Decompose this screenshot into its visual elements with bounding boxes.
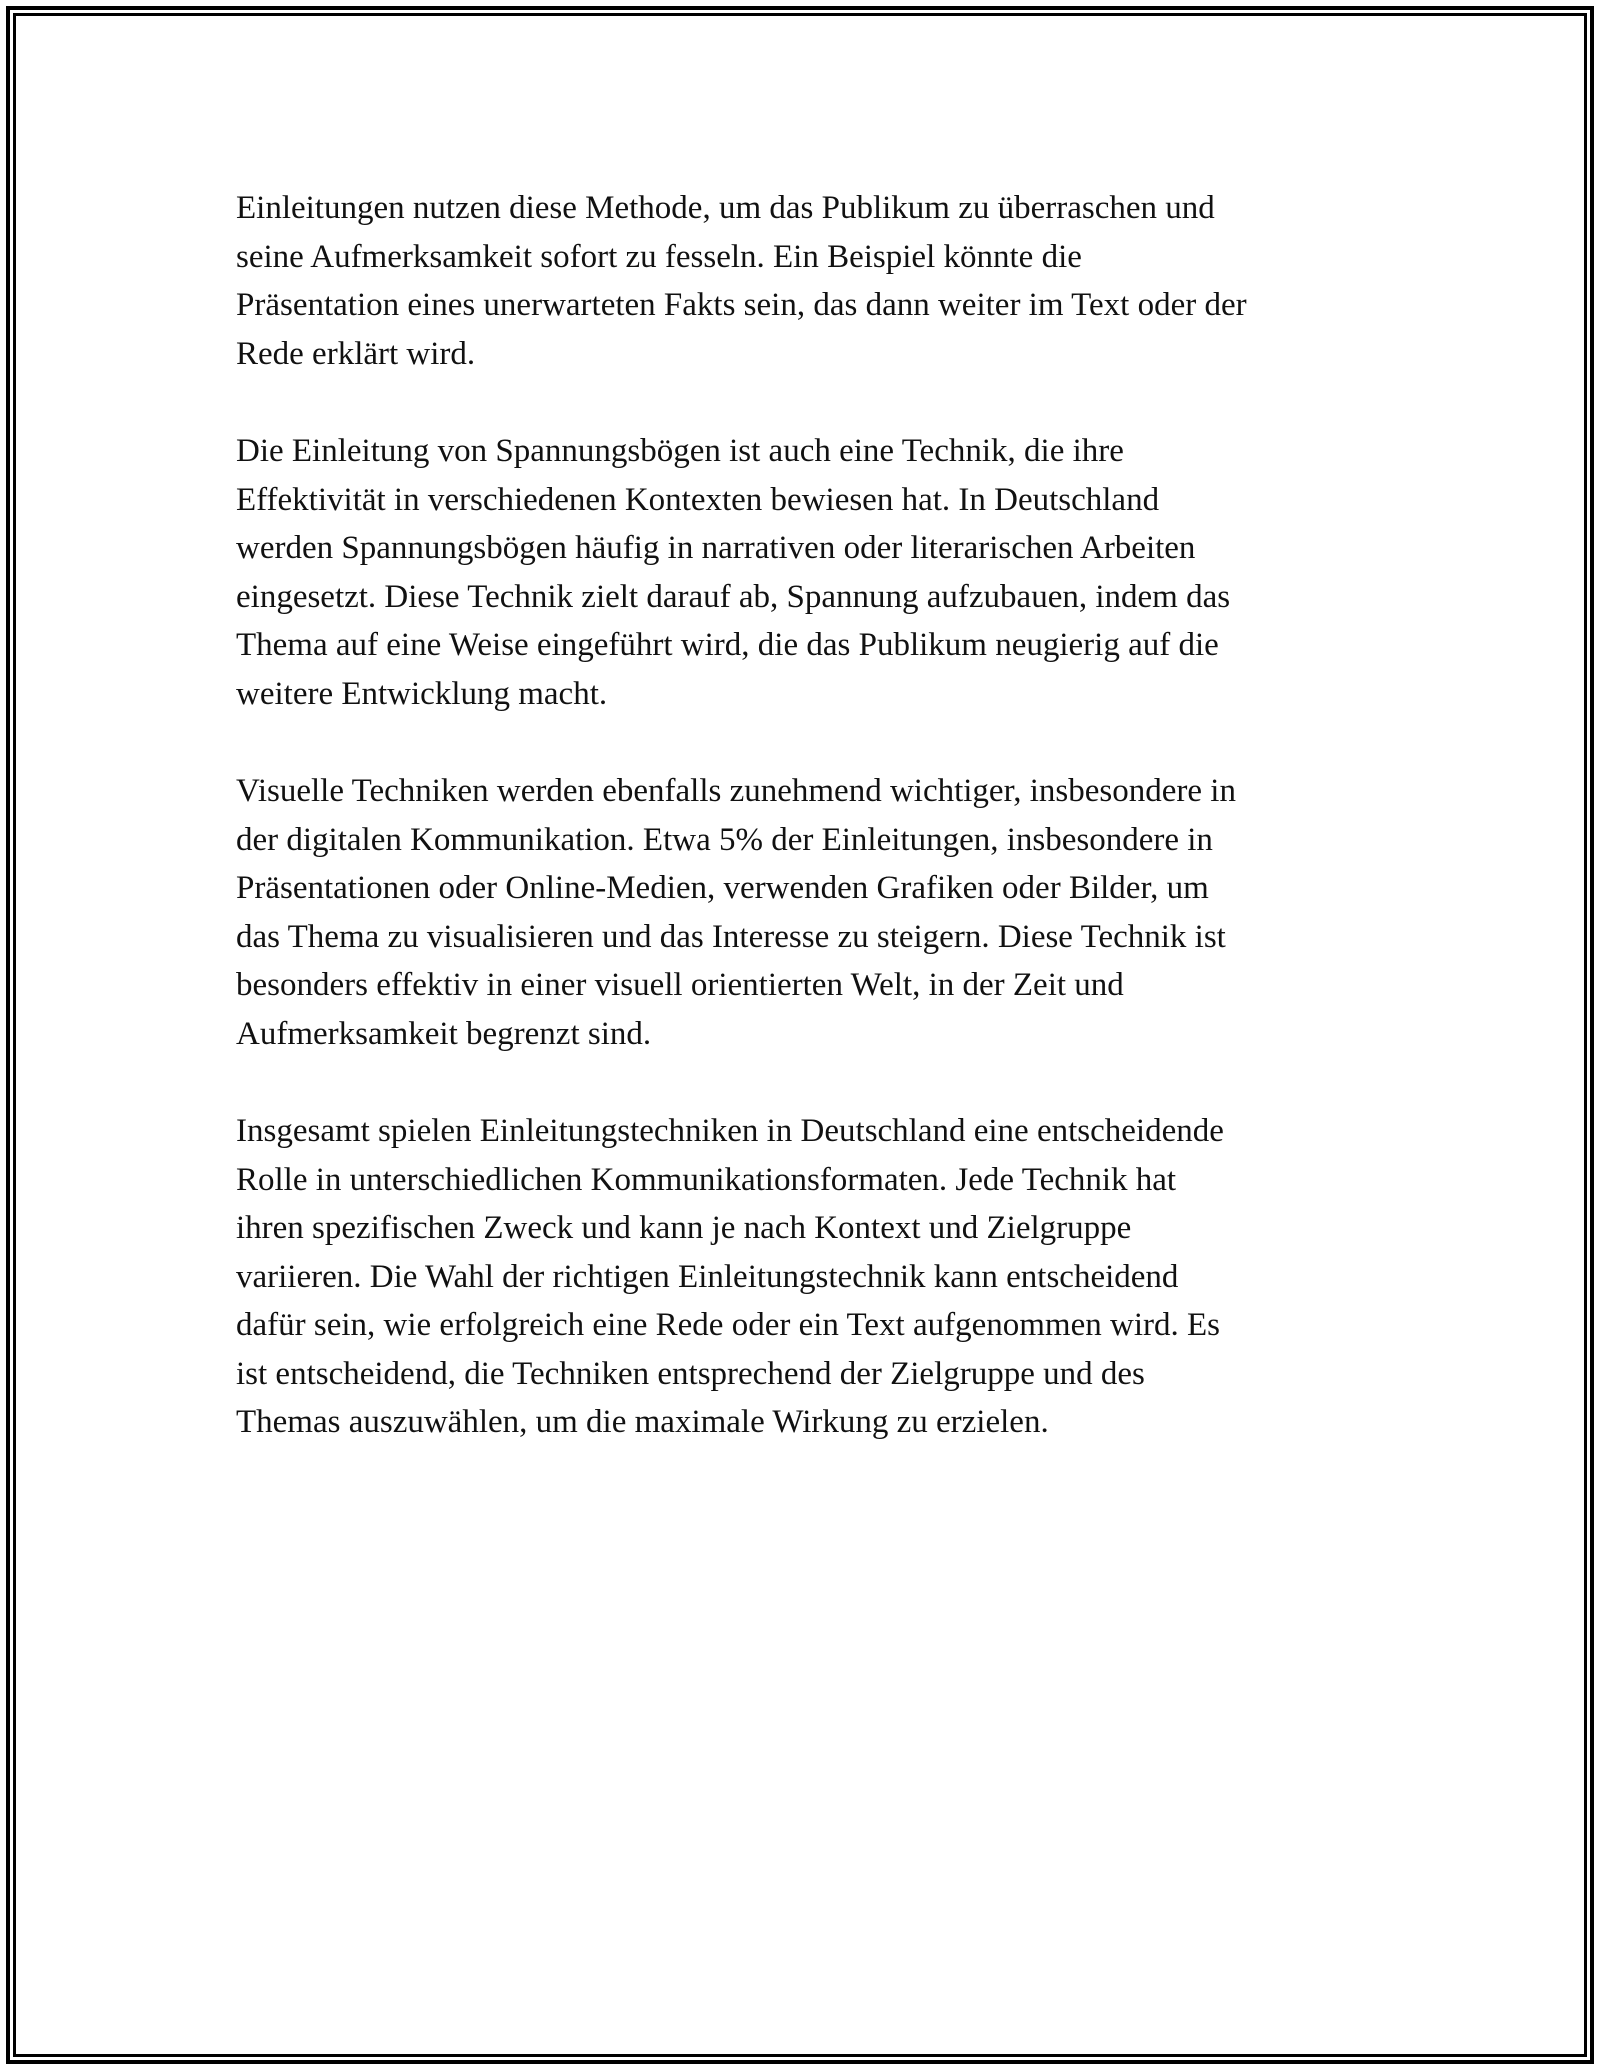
paragraph-line: Präsentationen oder Online-Medien, verwenden Grafiken oder Bilder, um (236, 870, 1209, 906)
paragraph-line: Aufmerksamkeit begrenzt sind. (236, 1015, 652, 1052)
paragraph-line: der digitalen Kommunikation. Etwa 5% der Einleitungen, insbesondere in (236, 821, 1213, 858)
paragraph-line: werden Spannungsbögen häufig in narrativen oder literarischen Arbeiten (236, 530, 1196, 566)
paragraph-line: Themas auszuwählen, um die maximale Wirkung zu erzielen. (236, 1404, 1049, 1440)
paragraph-4 (236, 1107, 1376, 1447)
paragraph-line: eingesetzt. Diese Technik zielt darauf ab, Spannung aufzubauen, indem das (236, 578, 1231, 615)
paragraph-line: Präsentation eines unerwarteten Fakts sein, das dann weiter im Text oder der (236, 287, 1247, 323)
paragraph-line: Die Einleitung von Spannungsbögen ist auch eine Technik, die ihre (236, 433, 1124, 469)
document-body (236, 184, 1376, 1496)
paragraph-3 (236, 767, 1376, 1058)
paragraph-line: besonders effektiv in einer visuell orientierten Welt, in der Zeit und (236, 967, 1124, 1003)
paragraph-line: seine Aufmerksamkeit sofort zu fesseln. Ein Beispiel könnte die (236, 238, 1082, 275)
paragraph-line: weitere Entwicklung macht. (236, 675, 608, 712)
paragraph-line: Einleitungen nutzen diese Methode, um das Publikum zu überraschen und (236, 190, 1215, 226)
paragraph-2 (236, 427, 1376, 718)
paragraph-line: das Thema zu visualisieren und das Interesse zu steigern. Diese Technik ist (236, 918, 1226, 955)
paragraph-line: variieren. Die Wahl der richtigen Einleitungstechnik kann entscheidend (236, 1258, 1179, 1295)
paragraph-line: ihren spezifischen Zweck und kann je nach Kontext und Zielgruppe (236, 1210, 1132, 1246)
paragraph-line: Rolle in unterschiedlichen Kommunikationsformaten. Jede Technik hat (236, 1161, 1177, 1198)
paragraph-line: Insgesamt spielen Einleitungstechniken in Deutschland eine entscheidende (236, 1113, 1224, 1149)
paragraph-line: dafür sein, wie erfolgreich eine Rede oder ein Text aufgenommen wird. Es (236, 1307, 1220, 1343)
paragraph-line: Visuelle Techniken werden ebenfalls zunehmend wichtiger, insbesondere in (236, 773, 1236, 809)
paragraph-line: Thema auf eine Weise eingeführt wird, die das Publikum neugierig auf die (236, 627, 1219, 663)
paragraph-line: Effektivität in verschiedenen Kontexten bewiesen hat. In Deutschland (236, 481, 1160, 518)
paragraph-line: ist entscheidend, die Techniken entsprechend der Zielgruppe und des (236, 1355, 1145, 1392)
paragraph-line: Rede erklärt wird. (236, 335, 476, 372)
paragraph-1 (236, 184, 1376, 378)
